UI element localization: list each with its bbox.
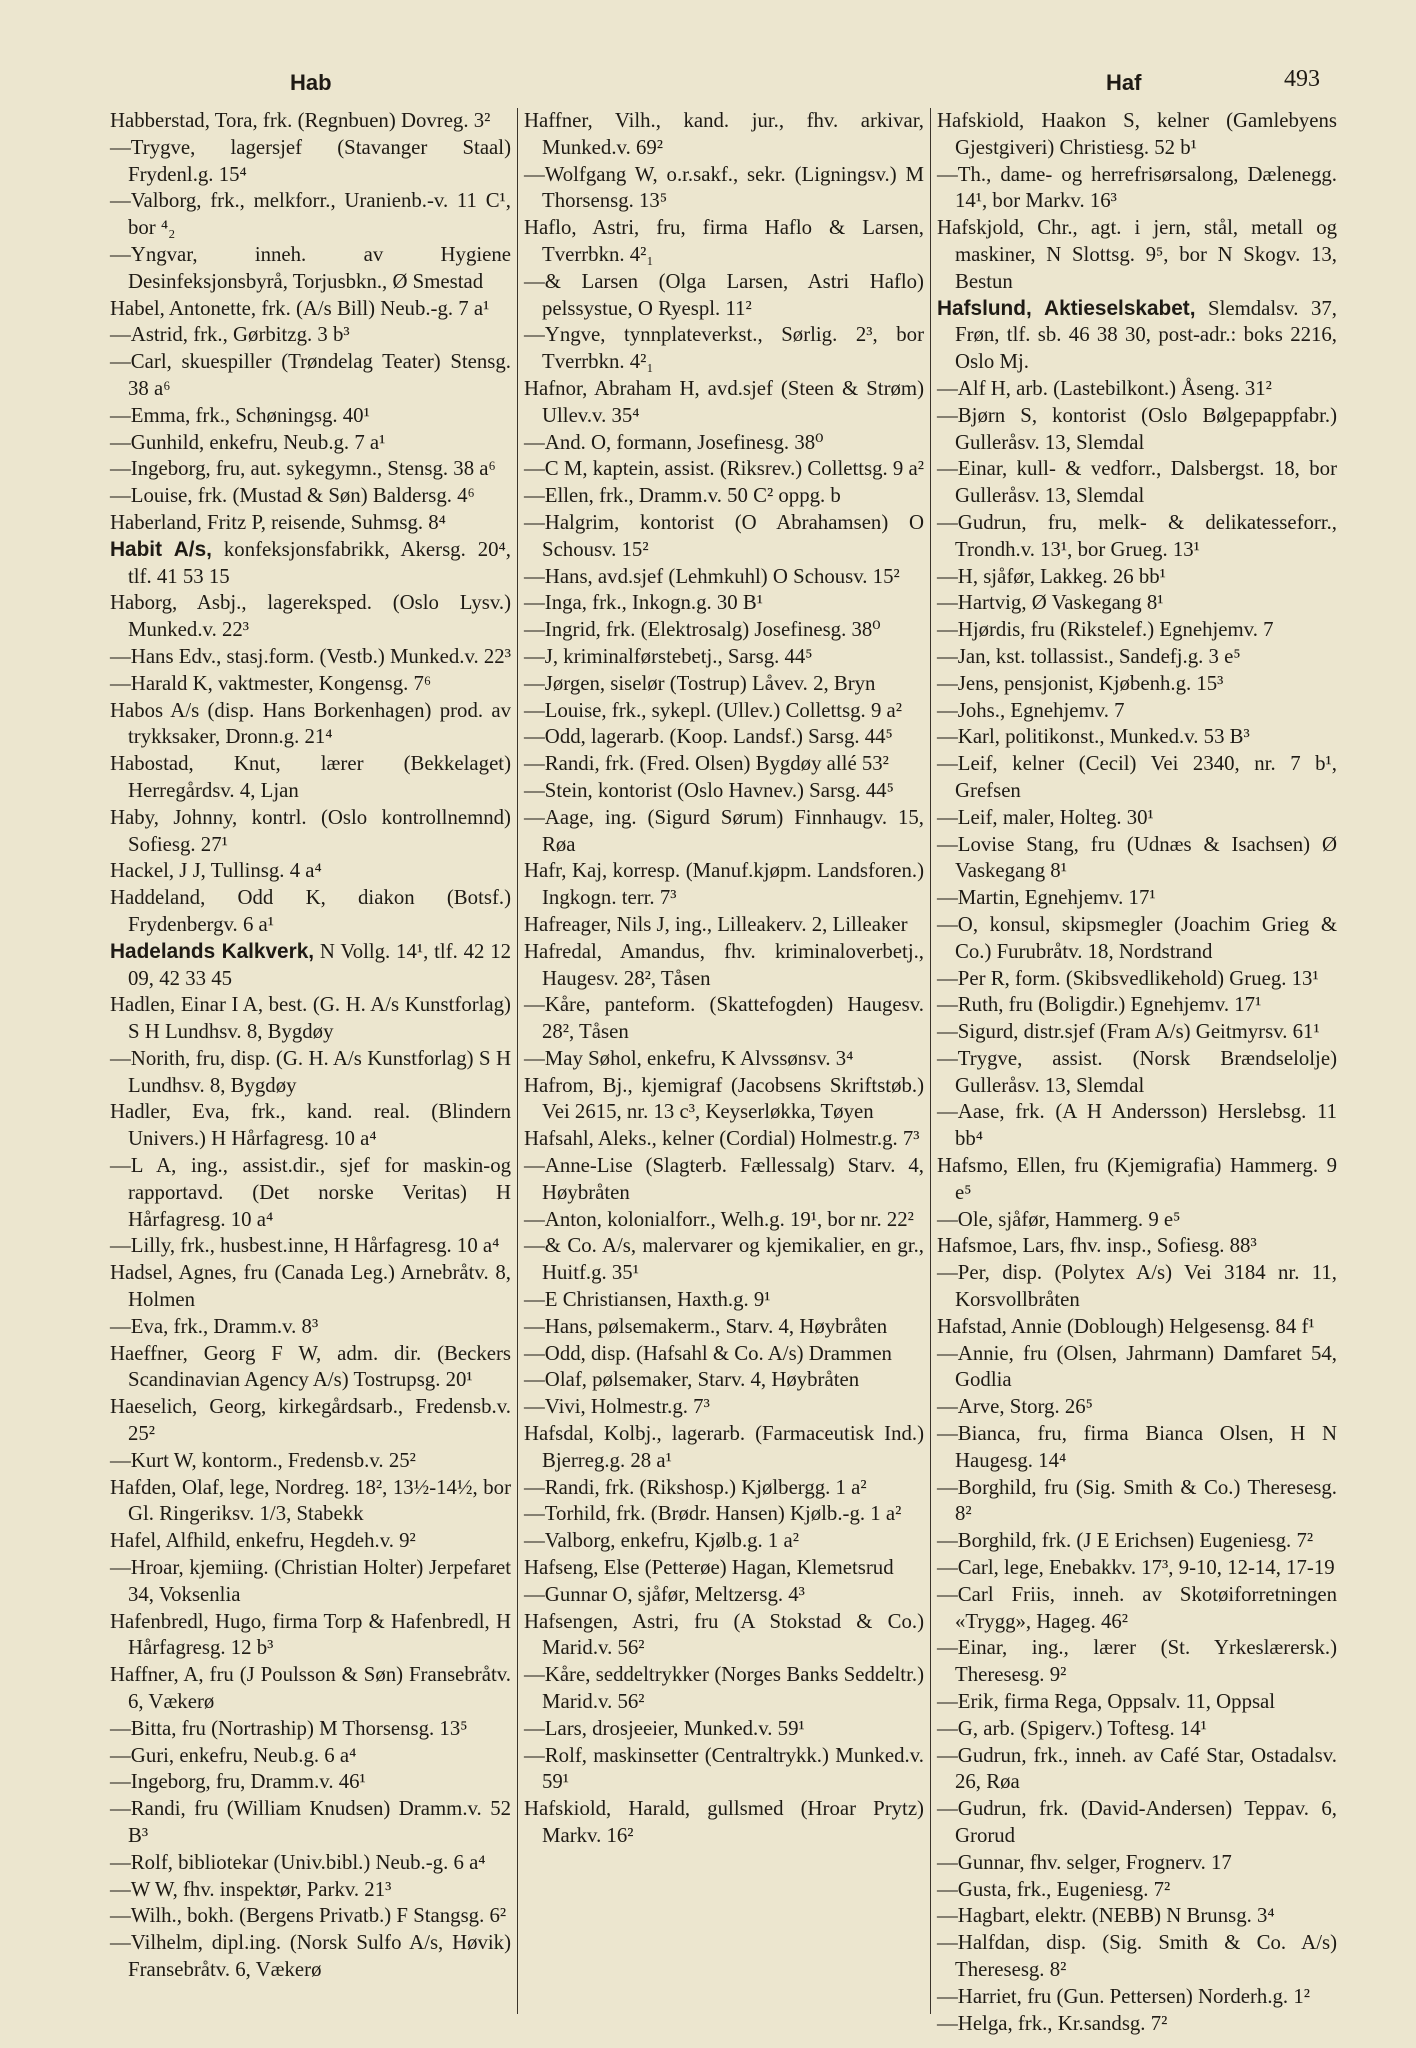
directory-entry: —Olaf, pølsemaker, Starv. 4, Høybråten (524, 1368, 860, 1392)
entry-lead-bold: Hafslund, Aktieselskabet, (937, 296, 1196, 320)
directory-entry: Hadsel, Agnes, fru (Canada Leg.) Arnebråtv. 8, Holmen (110, 1261, 511, 1312)
directory-entry: —Borghild, fru (Sig. Smith & Co.) Theresesg. 8² (937, 1475, 1337, 1526)
directory-entry: —Halgrim, kontorist (O Abrahamsen) O Schousv. 15² (524, 510, 924, 561)
directory-entry: Hafrom, Bj., kjemigraf (Jacobsens Skriftstøb.) Vei 2615, nr. 13 c³, Keyserløkka, Tøyen (524, 1073, 924, 1124)
directory-entry: —And. O, formann, Josefinesg. 38⁰ (524, 430, 824, 454)
directory-entry: Hafsengen, Astri, fru (A Stokstad & Co.) Marid.v. 56² (524, 1609, 924, 1660)
directory-entry: —Alf H, arb. (Lastebilkont.) Åseng. 31² (937, 376, 1272, 400)
directory-entry: Hafstad, Annie (Doblough) Helgesensg. 84 f¹ (937, 1314, 1315, 1338)
directory-entry: —H, sjåfør, Lakkeg. 26 bb¹ (937, 564, 1166, 588)
directory-entry: —E Christiansen, Haxth.g. 9¹ (524, 1288, 771, 1312)
directory-entry: —Gunnar, fhv. selger, Frognerv. 17 (937, 1850, 1232, 1874)
directory-entry: Habostad, Knut, lærer (Bekkelaget) Herregårdsv. 4, Ljan (110, 752, 511, 802)
directory-entry: —Hjørdis, fru (Rikstelef.) Egnehjemv. 7 (937, 618, 1274, 642)
directory-entry: —Randi, frk. (Fred. Olsen) Bygdøy allé 53² (524, 752, 889, 776)
directory-entry: Hafskjold, Chr., agt. i jern, stål, metall og maskiner, N Slottsg. 9⁵, bor N Skogv. 13, Bestun (937, 216, 1337, 293)
directory-entry: Hafenbredl, Hugo, firma Torp & Hafenbredl, H Hårfagresg. 12 b³ (110, 1609, 511, 1660)
directory-entry: —Lars, drosjeeier, Munked.v. 59¹ (524, 1716, 805, 1740)
directory-entry: —Bianca, fru, firma Bianca Olsen, H N Haugesg. 14⁴ (937, 1422, 1337, 1472)
directory-entry: —Vivi, Holmestr.g. 7³ (524, 1395, 710, 1419)
directory-entry: —Guri, enkefru, Neub.g. 6 a⁴ (110, 1743, 357, 1767)
directory-entry: —Kåre, panteform. (Skattefogden) Haugesv. 28², Tåsen (524, 993, 924, 1044)
directory-entry: —G, arb. (Spigerv.) Toftesg. 14¹ (937, 1716, 1207, 1740)
directory-entry: —Th., dame- og herrefrisørsalong, Dælenegg. 14¹, bor Markv. 16³ (937, 162, 1337, 213)
directory-entry: —Bjørn S, kontorist (Oslo Bølgepappfabr.) Gulleråsv. 13, Slemdal (937, 403, 1337, 454)
directory-entry: Hafredal, Amandus, fhv. kriminaloverbetj., Haugesv. 28², Tåsen (524, 939, 924, 990)
directory-entry: Hafsdal, Kolbj., lagerarb. (Farmaceutisk Ind.) Bjerreg.g. 28 a¹ (524, 1422, 924, 1472)
page-header (0, 58, 1416, 98)
directory-entry: —Yngvar, inneh. av Hygiene Desinfeksjonsbyrå, Torjusbkn., Ø Smestad (110, 242, 511, 293)
directory-entry: —Jan, kst. tollassist., Sandefj.g. 3 e⁵ (937, 644, 1241, 668)
directory-entry: —Halfdan, disp. (Sig. Smith & Co. A/s) Theresesg. 8² (937, 1931, 1337, 1981)
directory-entry: —Gunnar O, sjåfør, Meltzersg. 4³ (524, 1582, 805, 1606)
directory-entry: —W W, fhv. inspektør, Parkv. 21³ (110, 1877, 392, 1901)
directory-entry: —Hans, avd.sjef (Lehmkuhl) O Schousv. 15² (524, 564, 900, 588)
directory-entry: —Wilh., bokh. (Bergens Privatb.) F Stangsg. 6² (110, 1904, 507, 1928)
directory-entry: —Einar, kull- & vedforr., Dalsbergst. 18, bor Gulleråsv. 13, Slemdal (937, 457, 1337, 508)
header-right-keyword: Haf (1106, 70, 1142, 95)
directory-entry: —Randi, frk. (Rikshosp.) Kjølbergg. 1 a² (524, 1475, 867, 1499)
directory-entry: —Eva, frk., Dramm.v. 8³ (110, 1314, 319, 1338)
directory-entry: —Louise, frk. (Mustad & Søn) Baldersg. 4⁶ (110, 484, 475, 508)
directory-entry: Haborg, Asbj., lagereksped. (Oslo Lysv.) Munked.v. 22³ (110, 591, 511, 642)
directory-entry: —Hartvig, Ø Vaskegang 8¹ (937, 591, 1164, 615)
directory-entry: —Norith, fru, disp. (G. H. A/s Kunstforlag) S H Lundhsv. 8, Bygdøy (110, 1046, 511, 1097)
directory-entry: —Aase, frk. (A H Andersson) Herslebsg. 11 bb⁴ (937, 1100, 1337, 1151)
directory-entry: —Ole, sjåfør, Hammerg. 9 e⁵ (937, 1207, 1181, 1231)
directory-entry: Hafsmoe, Lars, fhv. insp., Sofiesg. 88³ (937, 1234, 1257, 1258)
directory-entry: Habos A/s (disp. Hans Borkenhagen) prod. av trykksaker, Dronn.g. 21⁴ (110, 698, 511, 749)
directory-entry: Hafreager, Nils J, ing., Lilleakerv. 2, Lilleaker (524, 912, 908, 936)
directory-entry: —Bitta, fru (Nortraship) M Thorsensg. 13⁵ (110, 1716, 468, 1740)
directory-entry: Hafskiold, Harald, gullsmed (Hroar Prytz) Markv. 16² (524, 1797, 924, 1847)
directory-entry: Haeselich, Georg, kirkegårdsarb., Fredensb.v. 25² (110, 1395, 511, 1446)
directory-entry: Habel, Antonette, frk. (A/s Bill) Neub.-g. 7 a¹ (110, 296, 490, 320)
directory-entry: —Odd, lagerarb. (Koop. Landsf.) Sarsg. 44⁵ (524, 725, 893, 749)
directory-entry: —& Co. A/s, malervarer og kjemikalier, en gr., Huitf.g. 35¹ (524, 1234, 924, 1285)
directory-entry: —Ellen, frk., Dramm.v. 50 C² oppg. b (524, 484, 841, 508)
directory-entry: —Leif, kelner (Cecil) Vei 2340, nr. 7 b¹, Grefsen (937, 752, 1337, 802)
directory-entry: Hafr, Kaj, korresp. (Manuf.kjøpm. Landsforen.) Ingkogn. terr. 7³ (524, 859, 924, 910)
directory-entry: —Ruth, fru (Boligdir.) Egnehjemv. 17¹ (937, 993, 1262, 1017)
directory-entry: —Per R, form. (Skibsvedlikehold) Grueg. 13¹ (937, 966, 1319, 990)
directory-entry: —Karl, politikonst., Munked.v. 53 B³ (937, 725, 1250, 749)
directory-entry: —Valborg, frk., melkforr., Uranienb.-v. 11 C¹, bor ⁴₂ (110, 189, 511, 240)
directory-entry: Hafel, Alfhild, enkefru, Hegdeh.v. 9² (110, 1529, 416, 1553)
directory-entry: Hafseng, Else (Petterøe) Hagan, Klemetsrud (524, 1556, 894, 1580)
directory-entry: —May Søhol, enkefru, K Alvssønsv. 3⁴ (524, 1046, 854, 1070)
directory-entry: —Ingeborg, fru, aut. sykegymn., Stensg. 38 a⁶ (110, 457, 496, 481)
directory-entry: —Arve, Storg. 26⁵ (937, 1395, 1093, 1419)
directory-entry: Hadler, Eva, frk., kand. real. (Blindern Univers.) H Hårfagresg. 10 a⁴ (110, 1100, 511, 1151)
directory-entry: —Torhild, frk. (Brødr. Hansen) Kjølb.-g. 1 a² (524, 1502, 902, 1526)
directory-entry: Hafslund, Aktieselskabet, Slemdalsv. 37, Frøn, tlf. sb. 46 38 30, post-adr.: boks 2216, Oslo Mj. (937, 296, 1337, 374)
directory-entry: —Carl, lege, Enebakkv. 17³, 9-10, 12-14, 17-19 (937, 1556, 1335, 1580)
page-number: 493 (1284, 66, 1320, 92)
directory-entry: —Gusta, frk., Eugeniesg. 7² (937, 1877, 1171, 1901)
directory-entry: —J, kriminalførstebetj., Sarsg. 44⁵ (524, 644, 813, 668)
directory-entry: Hadelands Kalkverk, N Vollg. 14¹, tlf. 42 12 09, 42 33 45 (110, 939, 512, 990)
directory-entry: —Johs., Egnehjemv. 7 (937, 698, 1125, 722)
directory-entry: Haffner, A, fru (J Poulsson & Søn) Fransebråtv. 6, Vækerø (110, 1663, 511, 1714)
directory-entry: —Harriet, fru (Gun. Pettersen) Norderh.g. 1² (937, 1984, 1310, 2008)
directory-entry: —Randi, fru (William Knudsen) Dramm.v. 52 B³ (110, 1797, 511, 1847)
directory-entry: —Ingeborg, fru, Dramm.v. 46¹ (110, 1770, 366, 1794)
directory-entry: —Lilly, frk., husbest.inne, H Hårfagresg. 10 a⁴ (110, 1234, 500, 1258)
directory-entry: —Wolfgang W, o.r.sakf., sekr. (Ligningsv.) M Thorsensg. 13⁵ (524, 162, 924, 213)
directory-entry: —Jens, pensjonist, Kjøbenh.g. 15³ (937, 671, 1224, 695)
directory-entry: —Hagbart, elektr. (NEBB) N Brunsg. 3⁴ (937, 1904, 1275, 1928)
directory-entry: —L A, ing., assist.dir., sjef for maskin-og rapportavd. (Det norske Veritas) H Hårfagresg. 10 a⁴ (110, 1154, 511, 1231)
directory-entry: Hadlen, Einar I A, best. (G. H. A/s Kunstforlag) S H Lundhsv. 8, Bygdøy (110, 993, 511, 1044)
directory-entry: —Trygve, lagersjef (Stavanger Staal) Frydenl.g. 15⁴ (110, 135, 511, 186)
directory-entry: Hafden, Olaf, lege, Nordreg. 18², 13½-14½, bor Gl. Ringeriksv. 1/3, Stabekk (110, 1475, 511, 1526)
directory-entry: —Annie, fru (Olsen, Jahrmann) Damfaret 54, Godlia (937, 1341, 1337, 1392)
column-1 (104, 108, 517, 2014)
directory-entry: —Einar, ing., lærer (St. Yrkeslærersk.) Theresesg. 9² (937, 1636, 1337, 1687)
directory-entry: —Hans, pølsemakerm., Starv. 4, Høybråten (524, 1314, 888, 1338)
directory-entry: Haberland, Fritz P, reisende, Suhmsg. 8⁴ (110, 510, 446, 534)
directory-entry: —Aage, ing. (Sigurd Sørum) Finnhaugv. 15, Røa (524, 805, 924, 856)
directory-entry: —Gudrun, frk., inneh. av Café Star, Ostadalsv. 26, Røa (937, 1743, 1337, 1794)
directory-entry: —Hans Edv., stasj.form. (Vestb.) Munked.v. 22³ (110, 644, 511, 668)
directory-entry: Hafsmo, Ellen, fru (Kjemigrafia) Hammerg. 9 e⁵ (937, 1154, 1337, 1204)
directory-entry: —Inga, frk., Inkogn.g. 30 B¹ (524, 591, 764, 615)
directory-entry: —Anne-Lise (Slagterb. Fællessalg) Starv. 4, Høybråten (524, 1154, 924, 1204)
directory-entry: Habberstad, Tora, frk. (Regnbuen) Dovreg. 3² (110, 109, 491, 132)
directory-entry: —Emma, frk., Schøningsg. 40¹ (110, 403, 370, 427)
directory-entry: —Lovise Stang, fru (Udnæs & Isachsen) Ø Vaskegang 8¹ (937, 832, 1337, 883)
directory-entry: —Yngve, tynnplateverkst., Sørlig. 2³, bor Tverrbkn. 4²₁ (524, 323, 924, 374)
directory-entry: —Rolf, maskinsetter (Centraltrykk.) Munked.v. 59¹ (524, 1743, 924, 1794)
directory-entry: —Rolf, bibliotekar (Univ.bibl.) Neub.-g. 6 a⁴ (110, 1850, 486, 1874)
directory-entry: —Carl, skuespiller (Trøndelag Teater) Stensg. 38 a⁶ (110, 350, 511, 400)
directory-entry: —Kurt W, kontorm., Fredensb.v. 25² (110, 1448, 416, 1472)
directory-entry: —O, konsul, skipsmegler (Joachim Grieg & Co.) Furubråtv. 18, Nordstrand (937, 912, 1337, 963)
directory-entry: Habit A/s, konfeksjonsfabrikk, Akersg. 20⁴, tlf. 41 53 15 (110, 537, 511, 588)
directory-entry: —Sigurd, distr.sjef (Fram A/s) Geitmyrsv. 61¹ (937, 1020, 1320, 1044)
directory-entry: —Gudrun, fru, melk- & delikatesseforr., Trondh.v. 13¹, bor Grueg. 13¹ (937, 510, 1337, 561)
directory-entry: Haby, Johnny, kontrl. (Oslo kontrollnemnd) Sofiesg. 27¹ (110, 805, 511, 856)
directory-entry: —Harald K, vaktmester, Kongensg. 7⁶ (110, 671, 432, 695)
directory-entry: —Valborg, enkefru, Kjølb.g. 1 a² (524, 1529, 799, 1553)
column-3 (930, 108, 1343, 2035)
directory-entry: —Jørgen, siselør (Tostrup) Låvev. 2, Bryn (524, 671, 876, 695)
entry-lead-bold: Hadelands Kalkverk, (110, 939, 315, 963)
directory-entry: Haffner, Vilh., kand. jur., fhv. arkivar, Munked.v. 69² (524, 109, 924, 159)
directory-entry: Hackel, J J, Tullinsg. 4 a⁴ (110, 859, 322, 883)
directory-entry: —Vilhelm, dipl.ing. (Norsk Sulfo A/s, Høvik) Fransebråtv. 6, Vækerø (110, 1931, 511, 1981)
directory-entry: Hafsahl, Aleks., kelner (Cordial) Holmestr.g. 7³ (524, 1127, 920, 1151)
directory-entry: —Odd, disp. (Hafsahl & Co. A/s) Drammen (524, 1341, 892, 1365)
directory-entry: —Ingrid, frk. (Elektrosalg) Josefinesg. 38⁰ (524, 618, 881, 642)
directory-entry: —Gunhild, enkefru, Neub.g. 7 a¹ (110, 430, 386, 454)
directory-entry: —Erik, firma Rega, Oppsalv. 11, Oppsal (937, 1690, 1276, 1714)
directory-columns (104, 108, 1348, 2035)
entry-lead-bold: Habit A/s, (110, 537, 212, 561)
directory-entry: —C M, kaptein, assist. (Riksrev.) Collettsg. 9 a² (524, 457, 924, 481)
directory-entry: —Gudrun, frk. (David-Andersen) Teppav. 6, Grorud (937, 1797, 1337, 1847)
column-2 (517, 108, 930, 2014)
directory-entry: —Anton, kolonialforr., Welh.g. 19¹, bor nr. 22² (524, 1207, 914, 1231)
directory-entry: Haeffner, Georg F W, adm. dir. (Beckers Scandinavian Agency A/s) Tostrupsg. 20¹ (110, 1341, 511, 1392)
directory-entry: —Hroar, kjemiing. (Christian Holter) Jerpefaret 34, Voksenlia (110, 1556, 511, 1606)
directory-entry: —Astrid, frk., Gørbitzg. 3 b³ (110, 323, 350, 347)
directory-entry: —Stein, kontorist (Oslo Havnev.) Sarsg. 44⁵ (524, 778, 894, 802)
directory-entry: —Per, disp. (Polytex A/s) Vei 3184 nr. 11, Korsvollbråten (937, 1261, 1337, 1312)
directory-entry: Hafnor, Abraham H, avd.sjef (Steen & Strøm) Ullev.v. 35⁴ (524, 376, 924, 427)
directory-entry: —Helga, frk., Kr.sandsg. 7² (937, 2011, 1168, 2035)
directory-entry: —Kåre, seddeltrykker (Norges Banks Seddeltr.) Marid.v. 56² (524, 1663, 924, 1714)
directory-entry: Haflo, Astri, fru, firma Haflo & Larsen, Tverrbkn. 4²₁ (524, 216, 924, 266)
directory-entry: —Martin, Egnehjemv. 17¹ (937, 886, 1156, 910)
directory-entry: Hafskiold, Haakon S, kelner (Gamlebyens Gjestgiveri) Christiesg. 52 b¹ (937, 109, 1337, 159)
header-left-keyword: Hab (290, 70, 332, 95)
directory-entry: Haddeland, Odd K, diakon (Botsf.) Frydenbergv. 6 a¹ (110, 886, 511, 936)
directory-entry: —Borghild, frk. (J E Erichsen) Eugeniesg. 7² (937, 1529, 1314, 1553)
directory-entry: —Trygve, assist. (Norsk Brændselolje) Gulleråsv. 13, Slemdal (937, 1046, 1337, 1097)
directory-entry: —Leif, maler, Holteg. 30¹ (937, 805, 1154, 829)
directory-entry: —Carl Friis, inneh. av Skotøiforretningen «Trygg», Hageg. 46² (937, 1582, 1337, 1633)
directory-entry: —& Larsen (Olga Larsen, Astri Haflo) pelssystue, O Ryespl. 11² (524, 269, 924, 320)
directory-entry: —Louise, frk., sykepl. (Ullev.) Collettsg. 9 a² (524, 698, 903, 722)
